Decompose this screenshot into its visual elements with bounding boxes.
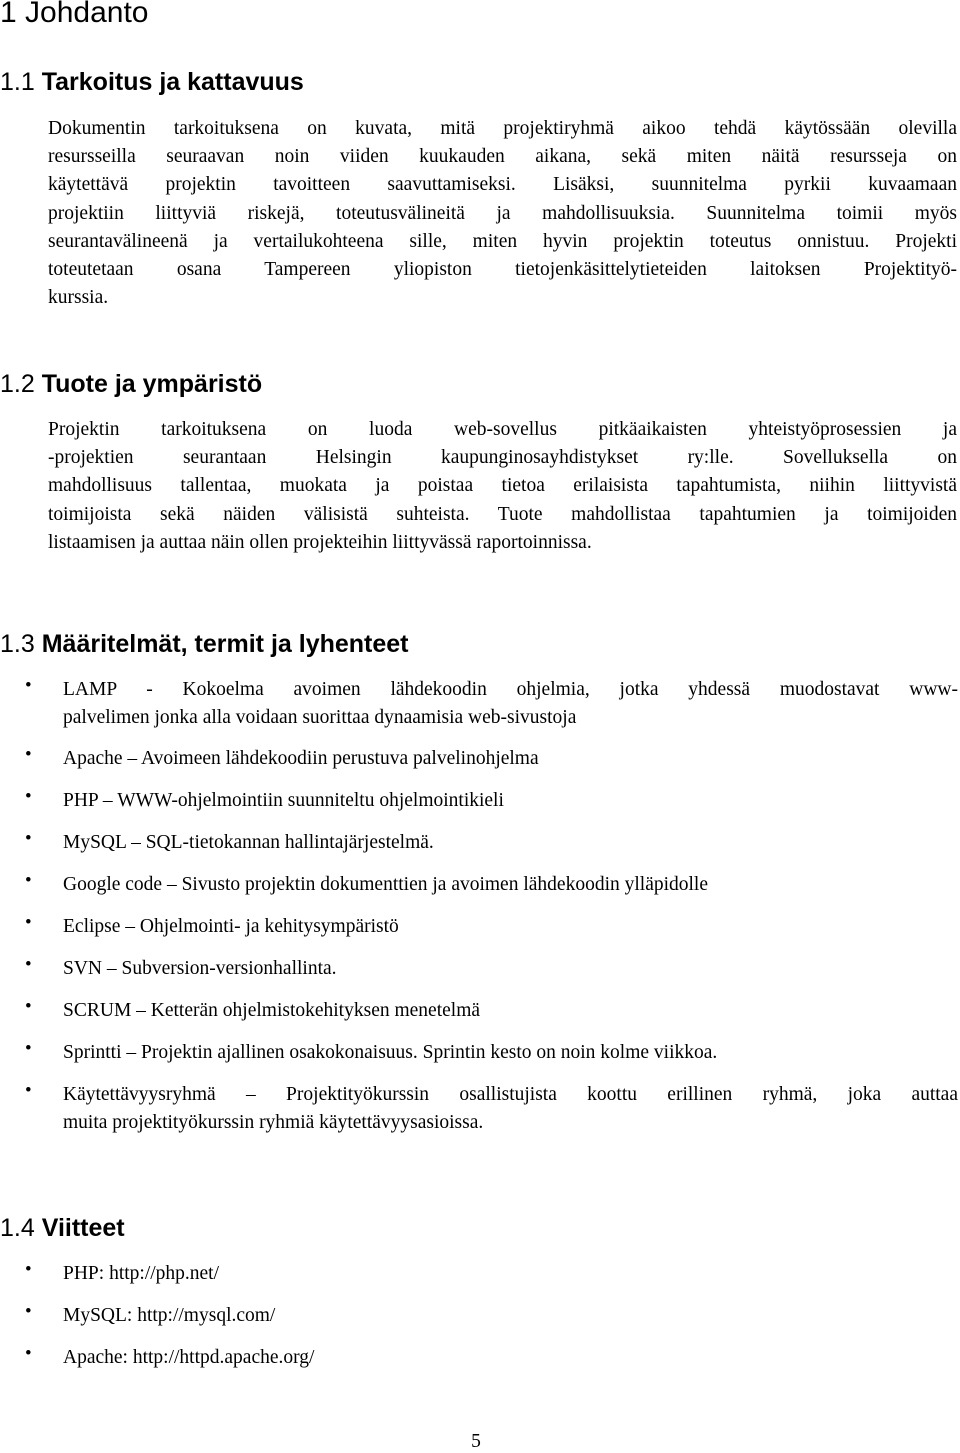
bullet-icon: • (25, 954, 32, 975)
bullet-icon: • (25, 744, 32, 765)
list-item-line: PHP – WWW-ohjelmointiin suunniteltu ohjelmointikieli (63, 790, 504, 811)
definitions-list (0, 676, 960, 1137)
chapter-number: 1 (0, 0, 17, 29)
list-item-line: Eclipse – Ohjelmointi- ja kehitysympäristö (63, 916, 399, 937)
section-title: Viitteet (41, 1214, 125, 1242)
list-item-line: muita projektityökurssin ryhmiä käytettävyysasioissa. (63, 1112, 484, 1133)
list-item (0, 1039, 958, 1067)
paragraph-line: Projektin tarkoituksena on luoda web-sovellus pitkäaikaisten yhteistyöprosessien ja (48, 419, 957, 440)
section-number: 1.3 (0, 630, 35, 658)
section-heading-1-1 (0, 68, 304, 97)
list-item-line: LAMP - Kokoelma avoimen lähdekoodin ohjelmia, jotka yhdessä muodostavat www- (63, 679, 958, 700)
list-item (0, 787, 958, 815)
paragraph-line: listaamisen ja auttaa näin ollen projekteihin liittyvässä raportoinnissa. (48, 531, 592, 553)
bullet-icon: • (25, 786, 32, 807)
bullet-icon: • (25, 1080, 32, 1101)
list-item (0, 1302, 958, 1330)
section-number: 1.2 (0, 370, 35, 398)
list-item-line: Apache – Avoimeen lähdekoodiin perustuva palvelinohjelma (63, 748, 539, 769)
list-item (0, 676, 958, 732)
chapter-title: Johdanto (25, 0, 149, 29)
bullet-icon: • (25, 996, 32, 1017)
paragraph-line: resursseilla seuraavan noin viiden kuukauden aikana, sekä miten näitä resursseja on (48, 146, 957, 168)
page-number: 5 (471, 1431, 481, 1452)
paragraph-line: mahdollisuus tallentaa, muokata ja poistaa tietoa erilaisista tapahtumista, niihin liittyvistä (48, 475, 957, 497)
section-title: Määritelmät, termit ja lyhenteet (41, 630, 409, 658)
section-heading-1-2 (0, 370, 262, 399)
bullet-icon: • (25, 912, 32, 933)
list-item (0, 1344, 958, 1372)
section-title: Tuote ja ympäristö (41, 370, 263, 398)
section-paragraph-1-2 (48, 416, 957, 557)
bullet-icon: • (25, 828, 32, 849)
list-item-line: palvelimen jonka alla voidaan suorittaa dynaamisia web-sivustoja (63, 707, 577, 728)
list-item-line: Käytettävyysryhmä – Projektityökurssin osallistujista koottu erillinen ryhmä, joka auttaa (63, 1084, 958, 1105)
references-list (0, 1260, 960, 1372)
section-title: Tarkoitus ja kattavuus (41, 68, 304, 96)
list-item (0, 829, 958, 857)
list-item (0, 1260, 958, 1288)
paragraph-line: toteutetaan osana Tampereen yliopiston tietojenkäsittelytieteiden laitoksen Projektityö- (48, 258, 957, 280)
list-item (0, 997, 958, 1025)
list-item (0, 871, 958, 899)
paragraph-line: käytettävä projektin tavoitteen saavuttamiseksi. Lisäksi, suunnitelma pyrkii kuvaamaan (48, 174, 957, 196)
section-number: 1.4 (0, 1214, 35, 1242)
list-item-line: MySQL – SQL-tietokannan hallintajärjestelmä. (63, 832, 434, 853)
bullet-icon: • (25, 675, 32, 696)
list-item-line: Sprintti – Projektin ajallinen osakokonaisuus. Sprintin kesto on noin kolme viikkoa. (63, 1042, 718, 1063)
list-item-line: SCRUM – Ketterän ohjelmistokehityksen menetelmä (63, 1000, 481, 1021)
paragraph-line: kurssia. (48, 287, 109, 309)
bullet-icon: • (25, 1038, 32, 1059)
list-item-line: Google code – Sivusto projektin dokumenttien ja avoimen lähdekoodin ylläpidolle (63, 874, 709, 895)
reference-link: MySQL: http://mysql.com/ (63, 1305, 276, 1326)
paragraph-line: -projektien seurantaan Helsingin kaupunginosayhdistykset ry:lle. Sovelluksella on (48, 447, 957, 469)
chapter-heading (0, 0, 148, 30)
reference-link: PHP: http://php.net/ (63, 1263, 220, 1284)
reference-link: Apache: http://httpd.apache.org/ (63, 1347, 315, 1368)
bullet-icon: • (25, 1259, 32, 1280)
bullet-icon: • (25, 870, 32, 891)
list-item (0, 913, 958, 941)
list-item-line: SVN – Subversion-versionhallinta. (63, 958, 337, 979)
paragraph-line: seurantavälineenä ja vertailukohteena sille, miten hyvin projektin toteutus onnistuu. Projekti (48, 230, 957, 252)
paragraph-line: toimijoista sekä näiden välisistä suhteista. Tuote mahdollistaa tapahtumien ja toimijoiden (48, 503, 957, 525)
section-number: 1.1 (0, 68, 35, 96)
section-heading-1-4 (0, 1214, 125, 1243)
paragraph-line: Dokumentin tarkoituksena on kuvata, mitä projektiryhmä aikoo tehdä käytössään olevilla (48, 118, 957, 139)
list-item (0, 745, 958, 773)
section-heading-1-3 (0, 630, 409, 659)
list-item (0, 955, 958, 983)
list-item (0, 1081, 958, 1137)
section-paragraph-1-1 (48, 115, 957, 312)
bullet-icon: • (25, 1301, 32, 1322)
bullet-icon: • (25, 1343, 32, 1364)
paragraph-line: projektiin liittyviä riskejä, toteutusvälineitä ja mahdollisuuksia. Suunnitelma toimii myös (48, 202, 957, 224)
